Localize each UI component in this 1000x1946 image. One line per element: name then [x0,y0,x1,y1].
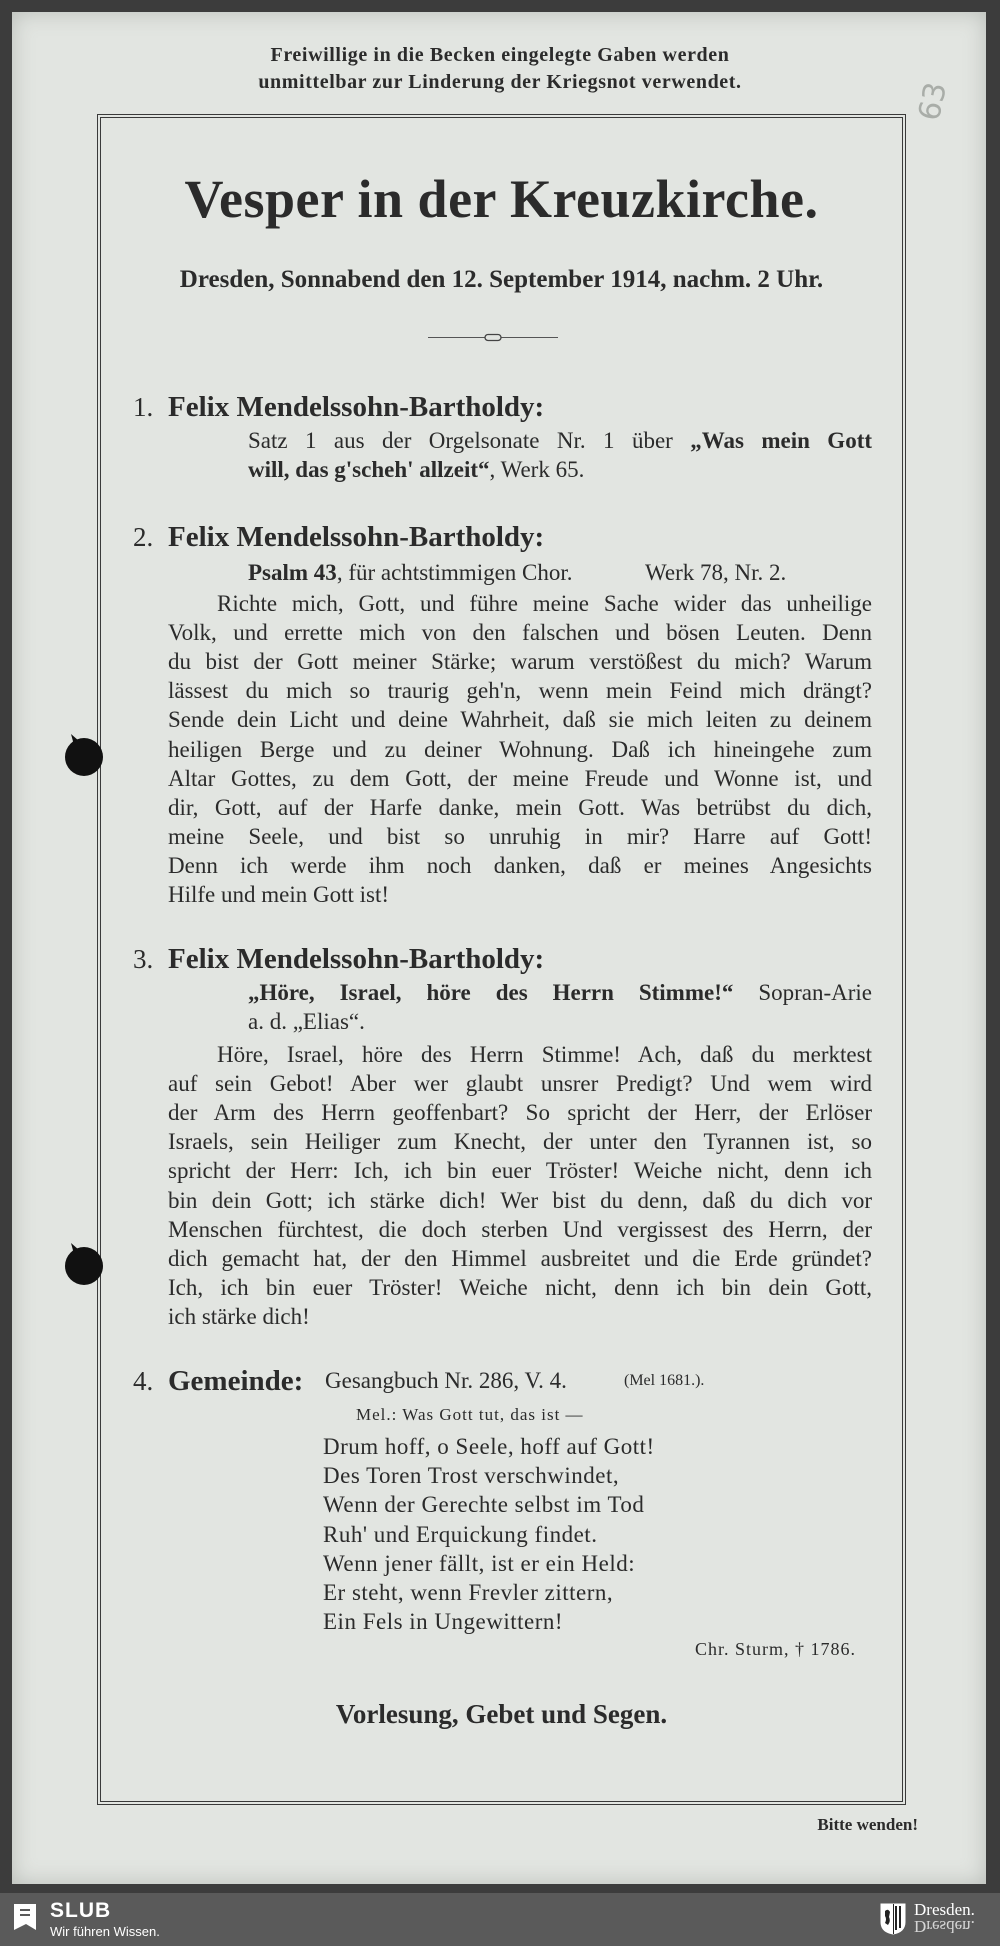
donation-notice [0,42,1000,96]
text-line: Sende dein Licht und deine Wahrheit, daß sie mich leiten zu deinem [168,707,872,733]
text-line: Drum hoff, o Seele, hoff auf Gott! [323,1434,655,1459]
turn-over-note: Bitte wenden! [817,1815,918,1834]
item-4-congregation-heading: Gemeinde: [168,1365,304,1397]
text-line: du bist der Gott meiner Stärke; warum verstößest du mich? Warum [168,649,872,675]
slub-logo-icon [12,1902,38,1932]
slub-brand: SLUB [50,1899,112,1922]
item-3-aria-source: a. d. „Elias“. [248,1009,365,1034]
item-4-melody-line: Mel.: Was Gott tut, das ist — [356,1405,584,1424]
text-line: heiligen Berge und zu deiner Wohnung. Daß ich hineingehe zum [168,736,872,762]
text-line: Des Toren Trost verschwindet, [323,1463,620,1489]
slub-slogan: Wir führen Wissen. [50,1924,160,1939]
item-3-aria-title: „Höre, Israel, höre des Herrn Stimme!“ [248,980,734,1005]
program-title: Vesper in der Kreuzkirche. [184,169,819,229]
dresden-logo-text: Dresden. [914,1900,975,1919]
text-line: meine Seele, und bist so unruhig in mir? Harre auf Gott! [168,823,872,849]
text-line: bin dein Gott; ich stärke dich! Wer bist du denn, daß du dich vor [168,1187,872,1213]
dresden-logo-reflection: Dresden. [914,1917,975,1936]
item-1-description-line-2 [248,455,872,484]
text-line: Menschen fürchtest, die doch sterben Und vergissest des Herrn, der [168,1216,872,1242]
text-line: Volk, und errette mich von den falschen und bösen Leuten. Denn [168,620,872,646]
text-line: auf sein Gebot! Aber wer glaubt unsrer Predigt? Und wem wird [168,1071,872,1097]
text-line: Ein Fels in Ungewittern! [323,1609,564,1635]
item-3-aria-line [248,978,872,1007]
item-2-work-title: Psalm 43 [248,560,337,585]
item-1-description-prefix: Satz 1 aus der Orgelsonate Nr. 1 über [248,428,673,453]
closing-line: Vorlesung, Gebet und Segen. [335,1699,668,1729]
item-2-number: 2. [133,522,154,552]
item-1-composer: Felix Mendelssohn-Bartholdy: [168,391,545,423]
text-line: Er steht, wenn Frevler zittern, [323,1580,614,1605]
pencil-archive-note: 63 [912,79,955,124]
text-line: Wenn der Gerechte selbst im Tod [323,1492,645,1518]
text-line: Ruh' und Erquickung findet. [323,1521,598,1547]
text-line: Altar Gottes, zu dem Gott, der meine Freude und Wonne ist, und [168,765,872,791]
item-1-chorale-title-part-2: will, das g'scheh' allzeit“ [248,457,490,482]
item-3-number: 3. [133,944,154,974]
item-4-hymn-author: Chr. Sturm, † 1786. [694,1639,856,1659]
text-line: Höre, Israel, höre des Herrn Stimme! Ach, daß du merktest [217,1042,872,1067]
item-2-composer: Felix Mendelssohn-Bartholdy: [168,521,545,553]
item-4-melody-reference: (Mel 1681.). [624,1372,705,1389]
text-line: spricht der Herr: Ich, ich bin euer Tröster! Weiche nicht, denn ich [168,1158,872,1184]
item-1-description-line-1 [248,426,872,455]
item-3-composer: Felix Mendelssohn-Bartholdy: [168,943,545,975]
ornament-divider [428,330,558,345]
text-line: Richte mich, Gott, und führe meine Sache wider das unheilige [217,591,872,616]
text-line: dir, Gott, auf der Harfe danke, mein Gott. Was betrübst du dich, [168,794,872,820]
text-line: Ich, ich bin euer Tröster! Weiche nicht, denn ich bin dein Gott, [168,1274,872,1300]
text-line: Hilfe und mein Gott ist! [168,882,390,907]
donation-notice-line-2: unmittelbar zur Linderung der Kriegsnot verwendet. [258,71,742,93]
item-1-number: 1. [133,392,154,422]
dresden-coat-of-arms-icon [880,1903,906,1935]
text-line: Israels, sein Heiliger zum Knecht, der unter den Tyrannen ist, so [168,1129,872,1155]
item-1-chorale-title-part-1: „Was mein Gott [690,428,873,453]
item-2-opus: Werk 78, Nr. 2. [645,560,787,585]
text-line: Denn ich werde ihm noch danken, daß er meines Angesichts [168,852,872,878]
item-2-work-description: , für achtstimmigen Chor. [336,560,573,585]
item-2-work-line [248,558,573,587]
binder-hole-upper [62,731,106,779]
program-date-line: Dresden, Sonnabend den 12. September 1914, nachm. 2 Uhr. [179,266,824,293]
text-line: der Arm des Herrn geoffenbart? So spricht der Herr, der Erlöser [168,1100,872,1126]
text-line: Wenn jener fällt, ist er ein Held: [323,1550,636,1576]
text-line: dich gemacht hat, der den Himmel ausbreitet und die Erde gründet? [168,1245,872,1271]
item-4-number: 4. [133,1366,154,1396]
item-4-hymnal-reference: Gesangbuch Nr. 286, V. 4. [325,1368,567,1393]
footer-bar [0,1893,1000,1946]
donation-notice-line-1: Freiwillige in die Becken eingelegte Gaben werden [270,44,730,66]
item-3-aria-type: Sopran-Arie [758,980,872,1005]
text-line: ich stärke dich! [168,1303,310,1329]
text-line: lässest du mich so traurig geh'n, wenn mein Feind mich drängt? [168,678,872,704]
binder-hole-lower [62,1240,106,1288]
item-1-opus: , Werk 65. [489,457,585,482]
